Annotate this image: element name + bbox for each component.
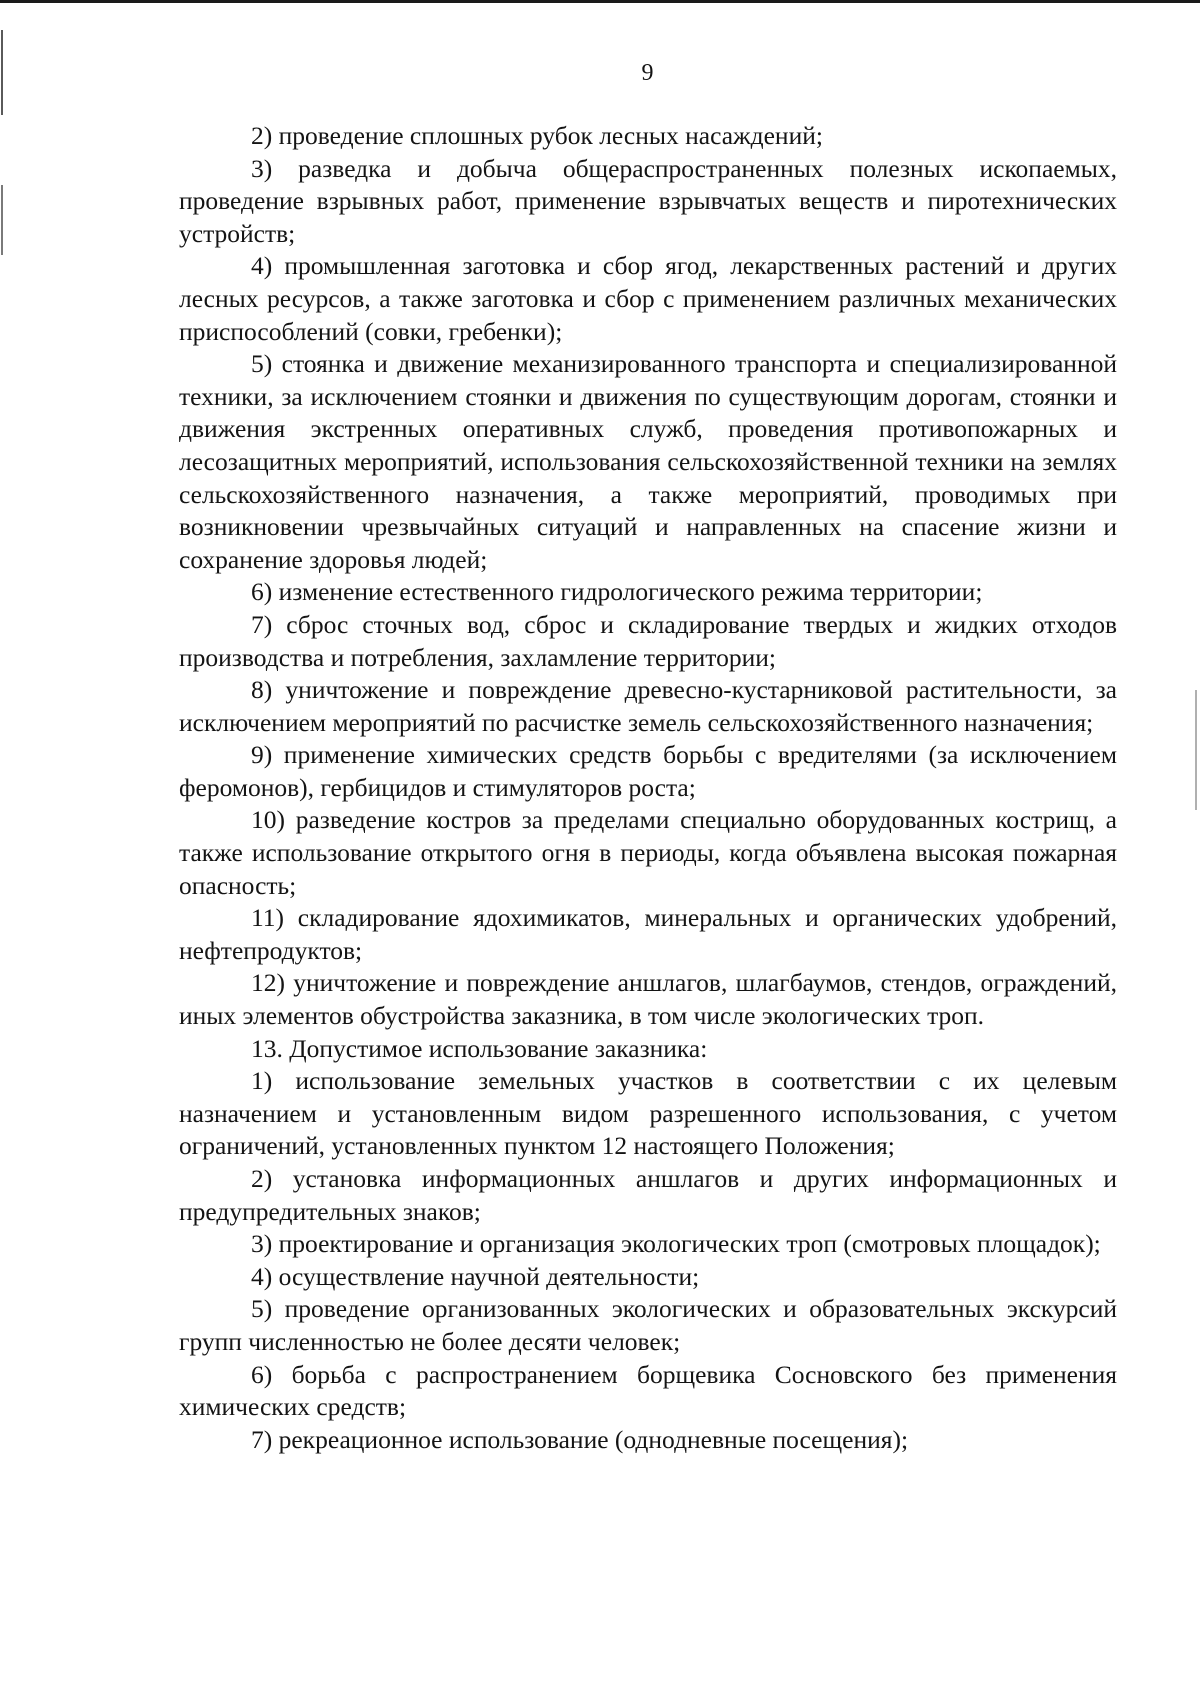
paragraph-item-4: 4) промышленная заготовка и сбор ягод, лекарственных растений и других лесных ресурсов, а также заготовка и сбор с применением различных механических приспособлений (совки, гребенки);	[179, 251, 1117, 346]
section-heading-13: 13. Допустимое использование заказника:	[251, 1033, 708, 1063]
page-number: 9	[641, 60, 654, 86]
paragraph-item-9: 9) применение химических средств борьбы с вредителями (за исключением феромонов), гербицидов и стимуляторов роста;	[179, 740, 1117, 802]
paragraph-item-12: 12) уничтожение и повреждение аншлагов, шлагбаумов, стендов, ограждений, иных элементов обустройства заказника, в том числе экологических троп.	[179, 968, 1117, 1031]
allowed-use-item-7: 7) рекреационное использование (однодневные посещения);	[251, 1424, 909, 1454]
paragraph-item-2: 2) проведение сплошных рубок лесных насаждений;	[251, 121, 823, 150]
allowed-use-item-3: 3) проектирование и организация экологических троп (смотровых площадок);	[251, 1229, 1101, 1259]
paragraph-item-5: 5) стоянка и движение механизированного транспорта и специализированной техники, за исключением стоянки и движения по существующим дорогам, стоянки и движения экстренных оперативных служб, проведения противопожарных и лесозащитных мероприятий, использования сельскохозяйственной техники на землях сельскохозяйственного назначения, а также мероприятий, проводимых при возникновении чрезвычайных ситуаций и направленных на спасение жизни и сохранение здоровья людей;	[179, 349, 1117, 574]
scan-edge-right	[1195, 690, 1197, 810]
scan-edge-top	[0, 0, 1200, 3]
paragraph-item-6: 6) изменение естественного гидрологического режима территории;	[251, 577, 983, 607]
scan-edge-left	[1, 185, 3, 255]
document-body	[179, 120, 1117, 1456]
allowed-use-item-5: 5) проведение организованных экологических и образовательных экскурсий групп численностью не более десяти человек;	[179, 1294, 1117, 1356]
allowed-use-item-2: 2) установка информационных аншлагов и других информационных и предупредительных знаков;	[179, 1164, 1117, 1226]
allowed-use-item-4: 4) осуществление научной деятельности;	[251, 1261, 700, 1291]
paragraph-item-7: 7) сброс сточных вод, сброс и складирование твердых и жидких отходов производства и потребления, захламление территории;	[179, 609, 1117, 672]
allowed-use-item-1: 1) использование земельных участков в соответствии с их целевым назначением и установленным видом разрешенного использования, с учетом ограничений, установленных пунктом 12 настоящего Положения;	[179, 1066, 1117, 1161]
paragraph-item-11: 11) складирование ядохимикатов, минеральных и органических удобрений, нефтепродуктов;	[179, 903, 1117, 965]
paragraph-item-8: 8) уничтожение и повреждение древесно-кустарниковой растительности, за исключением мероприятий по расчистке земель сельскохозяйственного назначения;	[179, 675, 1117, 737]
paragraph-item-10: 10) разведение костров за пределами специально оборудованных кострищ, а также использование открытого огня в периоды, когда объявлена высокая пожарная опасность;	[179, 805, 1117, 900]
allowed-use-item-6: 6) борьба с распространением борщевика Сосновского без применения химических средств;	[179, 1359, 1117, 1422]
paragraph-item-3: 3) разведка и добыча общераспространенных полезных ископаемых, проведение взрывных работ, применение взрывчатых веществ и пиротехнических устройств;	[179, 153, 1117, 248]
